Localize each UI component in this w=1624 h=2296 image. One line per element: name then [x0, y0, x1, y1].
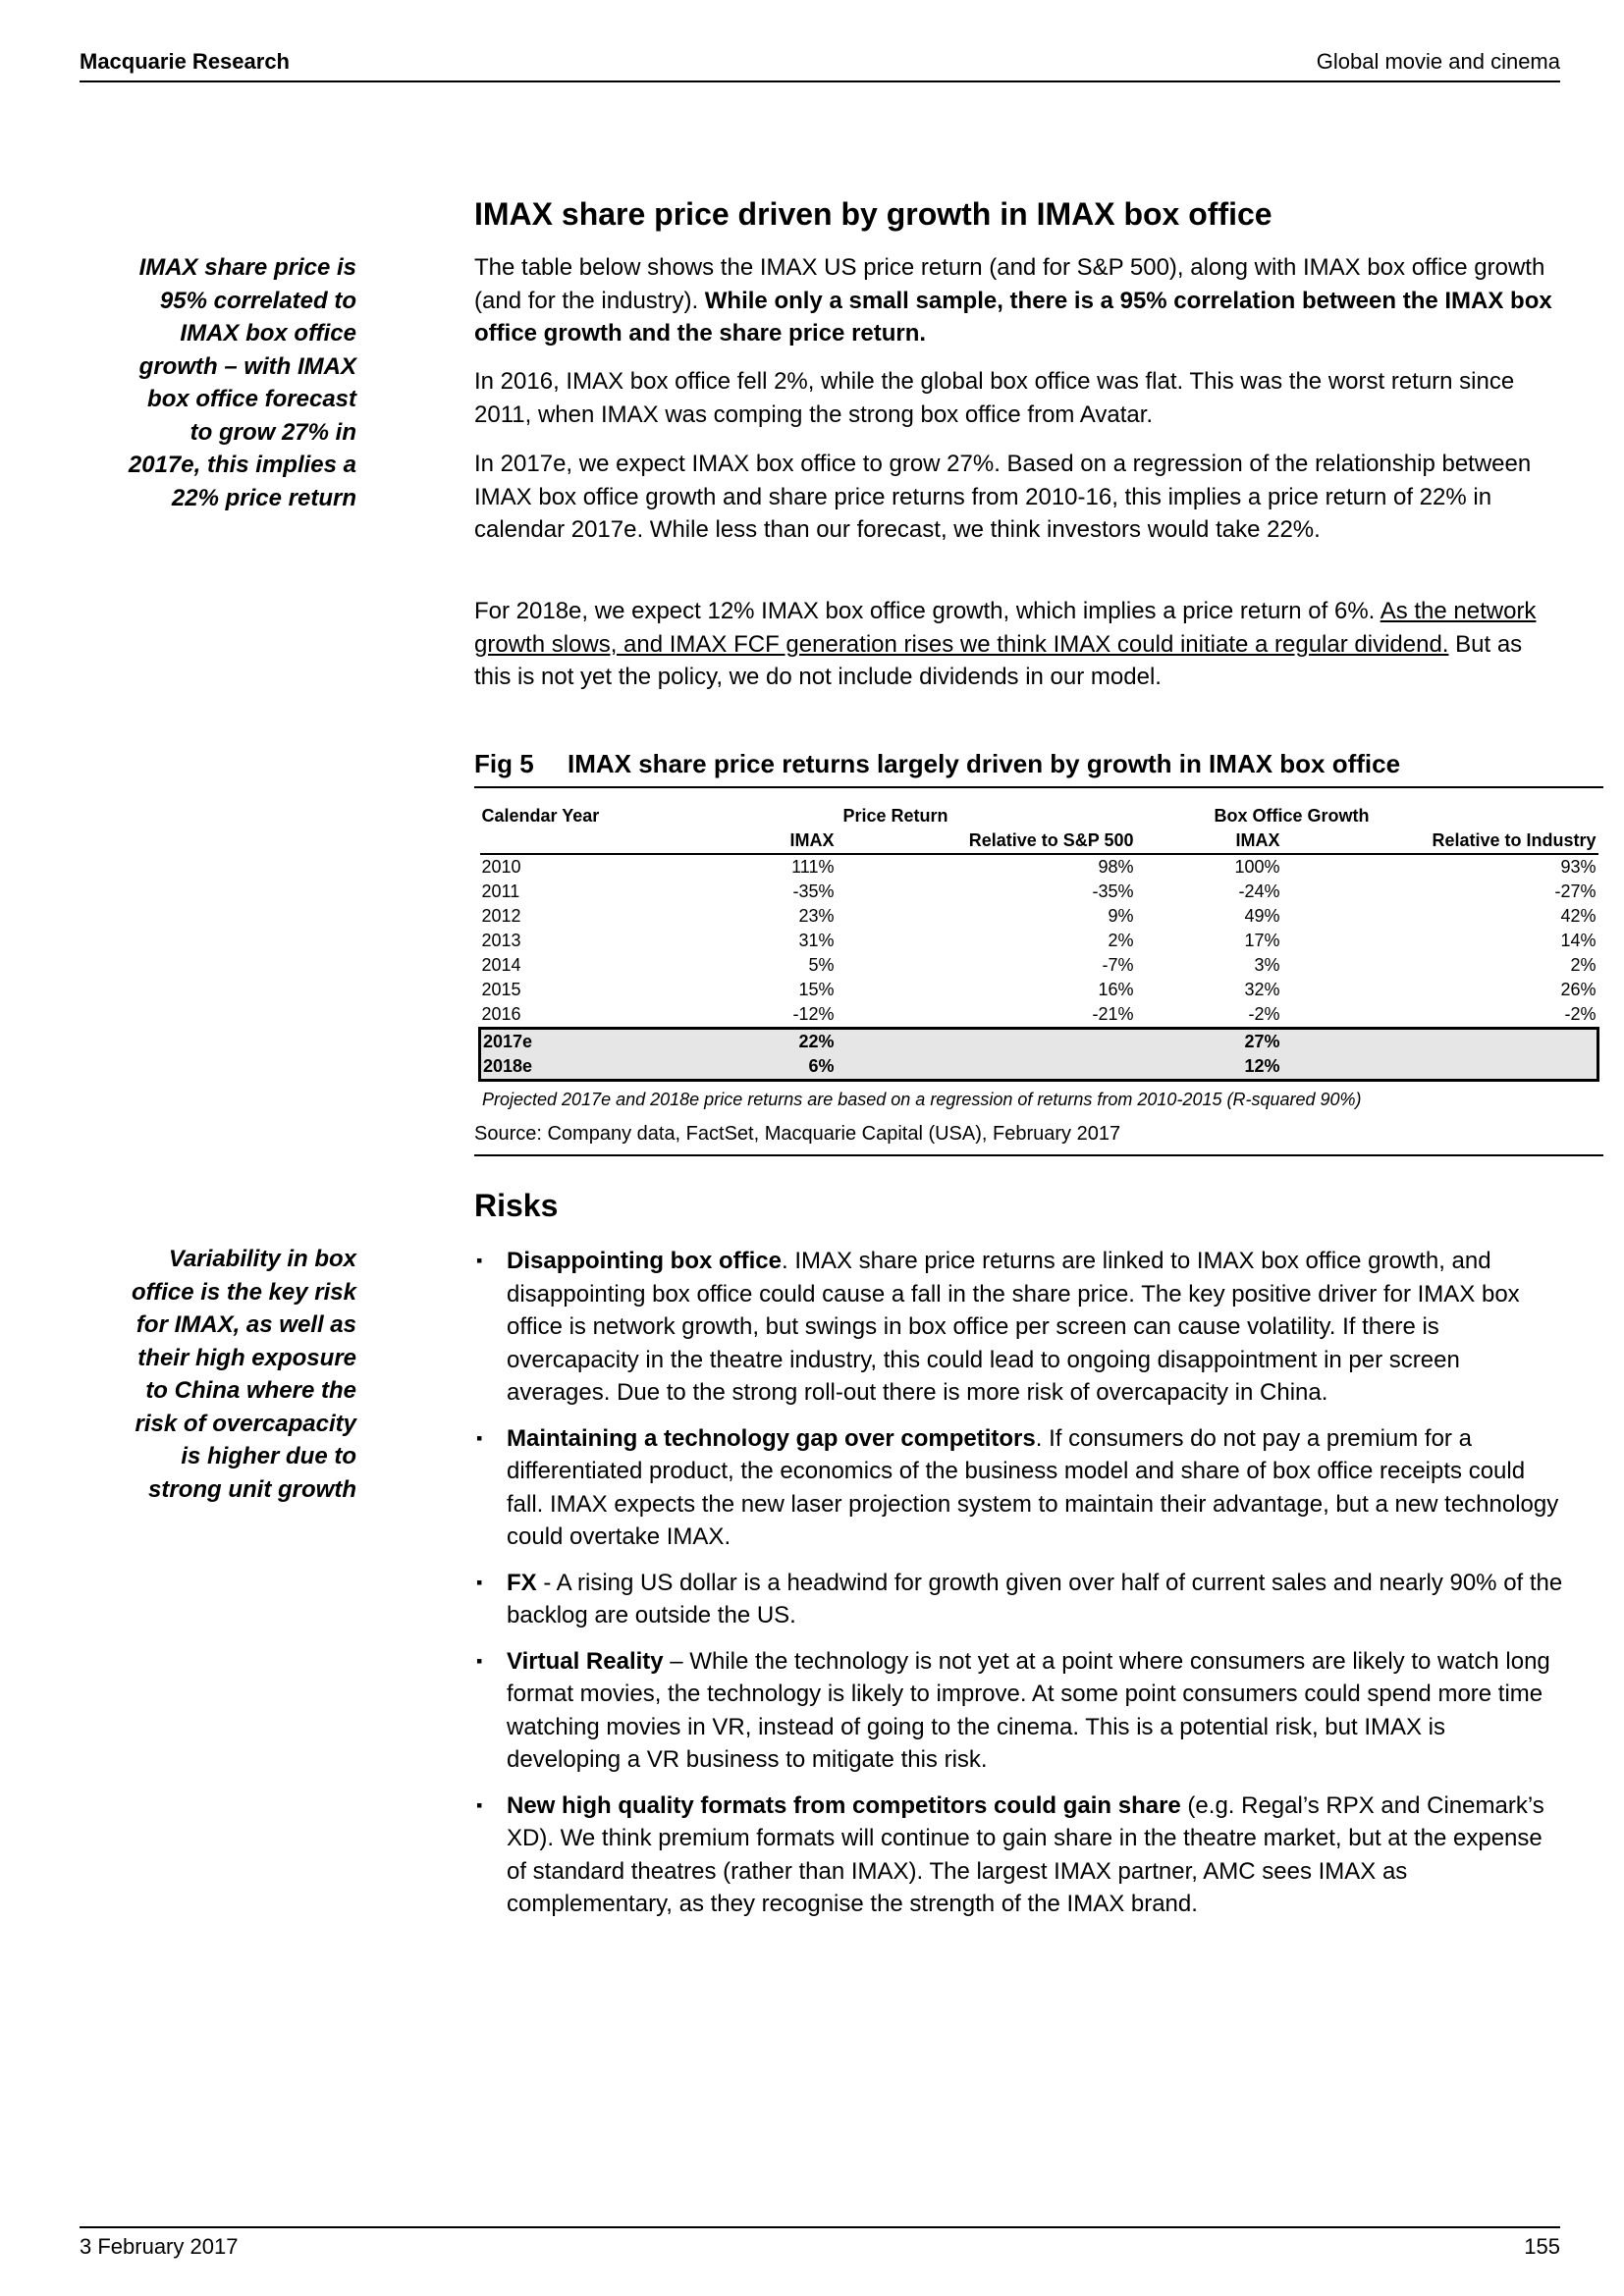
- list-item: [474, 1422, 1564, 1554]
- sidebar-line: to China where the: [145, 1377, 356, 1404]
- sidebar-line: IMAX box office: [180, 320, 356, 347]
- bullet-square-icon: ▪: [476, 1650, 483, 1671]
- cell-empty: [837, 1054, 1136, 1081]
- risk-heading: Virtual Reality: [507, 1647, 664, 1675]
- table-row-estimate: [480, 1029, 1598, 1055]
- header-imax-box-office: IMAX: [1136, 828, 1282, 854]
- sidebar-line: their high exposure: [137, 1344, 356, 1371]
- paragraph-text: The table below shows the IMAX US price return (and for S&P 500), along with IMAX box office growth (and for the industry).: [474, 254, 1545, 314]
- sidebar-line: box office forecast: [147, 386, 356, 412]
- header-relative-sp500: Relative to S&P 500: [837, 828, 1136, 854]
- figure-source: Source: Company data, FactSet, Macquarie Capital (USA), February 2017: [474, 1123, 1121, 1145]
- cell-relative-industry: 2%: [1570, 955, 1597, 975]
- sidebar-line: for IMAX, as well as: [135, 1311, 356, 1338]
- cell-relative-sp500: 9%: [1108, 906, 1134, 926]
- cell-year: 2012: [481, 906, 521, 926]
- figure-bottom-rule: [474, 1154, 1603, 1156]
- paragraph-bold-text: While only a small sample, there is a 95% correlation between the IMAX box office growth and the share price return.: [474, 287, 1552, 347]
- risk-text: . If consumers do not pay a premium for a differentiated product, the economics of the business model and share of box office receipts could fall. IMAX expects the new laser projection system to maintain their advantage, but a new technology could overtake IMAX.: [507, 1424, 1559, 1550]
- cell-relative-industry: -2%: [1564, 1004, 1597, 1024]
- cell-relative-industry: -27%: [1554, 881, 1597, 901]
- section-title-risks: Risks: [474, 1188, 559, 1223]
- cell-empty: [837, 1029, 1136, 1055]
- cell-year: 2014: [481, 955, 521, 975]
- cell-year: 2015: [481, 980, 521, 999]
- cell-relative-sp500: 98%: [1098, 857, 1134, 877]
- header-calendar-year: Calendar Year: [481, 806, 600, 826]
- cell-year: 2016: [481, 1004, 521, 1024]
- cell-relative-sp500: -21%: [1092, 1004, 1134, 1024]
- risk-text: – While the technology is not yet at a point where consumers are likely to watch long format movies, the technology is likely to improve. At some point consumers could spend more time watching movies in VR, instead of going to the cinema. This is a potential risk, but IMAX is developing a VR business to mitigate this risk.: [507, 1647, 1550, 1773]
- paragraph-2016-result: In 2016, IMAX box office fell 2%, while the global box office was flat. This was the worst return since 2011, when IMAX was comping the strong box office from Avatar.: [474, 368, 1515, 428]
- sidebar-line: 22% price return: [171, 484, 356, 511]
- sidebar-line: growth – with IMAX: [138, 352, 356, 380]
- cell-year: 2010: [481, 857, 521, 877]
- cell-relative-sp500: -7%: [1102, 955, 1134, 975]
- cell-imax-box-office: 27%: [1136, 1029, 1282, 1055]
- header-blank: [480, 828, 657, 854]
- cell-imax-box-office: 100%: [1234, 857, 1280, 877]
- cell-relative-sp500: -35%: [1092, 881, 1134, 901]
- figure-top-rule: [474, 786, 1603, 788]
- cell-imax-box-office: -24%: [1238, 881, 1280, 901]
- cell-imax-price-return: -35%: [792, 881, 835, 901]
- sidebar-note-risks: [80, 1243, 356, 1506]
- table-row-estimate: [480, 1054, 1598, 1081]
- table-row: [480, 953, 1598, 978]
- risk-text: . IMAX share price returns are linked to IMAX box office growth, and disappointing box office could cause a fall in the share price. The key positive driver for IMAX box office is network growth, but swings in box office per screen can cause volatility. If there is overcapacity in the theatre industry, this could lead to ongoing disappointment in per screen averages. Due to the strong roll-out there is more risk of overcapacity in China.: [507, 1248, 1520, 1406]
- header-publisher: Macquarie Research: [80, 49, 290, 74]
- bullet-square-icon: ▪: [476, 1251, 483, 1270]
- cell-year: 2017e: [480, 1029, 657, 1055]
- cell-imax-price-return: 111%: [791, 857, 835, 877]
- cell-imax-price-return: -12%: [792, 1004, 835, 1024]
- risks-list: [474, 1245, 1564, 1934]
- table-row: [480, 978, 1598, 1002]
- risk-text: (e.g. Regal’s RPX and Cinemark’s XD). We think premium formats will continue to gain share in the theatre market, but at the expense of standard theatres (rather than IMAX). The largest IMAX partner, AMC sees IMAX as complementary, as they recognise the strength of the IMAX brand.: [507, 1791, 1544, 1917]
- sidebar-line: Variability in box: [168, 1246, 356, 1272]
- list-item: [474, 1789, 1564, 1921]
- figure-number: Fig 5: [474, 749, 534, 778]
- sidebar-note-correlation: [80, 251, 356, 514]
- risk-heading: Maintaining a technology gap over competitors: [507, 1424, 1036, 1452]
- paragraph-text: For 2018e, we expect 12% IMAX box office growth, which implies a price return of 6%.: [474, 598, 1380, 624]
- cell-imax-box-office: 17%: [1244, 931, 1280, 950]
- returns-table: [478, 804, 1597, 1082]
- cell-imax-box-office: 32%: [1244, 980, 1280, 999]
- sidebar-line: to grow 27% in: [189, 418, 356, 446]
- paragraph-2017-forecast: In 2017e, we expect IMAX box office to grow 27%. Based on a regression of the relationship between IMAX box office growth and share price returns from 2010-16, this implies a price return of 22% in calendar 2017e. While less than our forecast, we think investors would take 22%.: [474, 451, 1532, 543]
- table-row: [480, 854, 1598, 880]
- sidebar-line: 95% correlated to: [159, 287, 356, 314]
- page-number: 155: [1524, 2234, 1560, 2259]
- header-divider: [80, 80, 1560, 82]
- table-header-row: [480, 804, 1598, 828]
- cell-relative-industry: 14%: [1560, 931, 1597, 950]
- cell-imax-price-return: 15%: [798, 980, 835, 999]
- cell-imax-price-return: 5%: [808, 955, 835, 975]
- risk-text: - A rising US dollar is a headwind for growth given over half of current sales and nearly 90% of the backlog are outside the US.: [507, 1569, 1563, 1629]
- cell-imax-price-return: 23%: [798, 906, 835, 926]
- cell-relative-industry: 26%: [1560, 980, 1597, 999]
- sidebar-line: strong unit growth: [148, 1475, 356, 1503]
- figure-caption: IMAX share price returns largely driven by growth in IMAX box office: [568, 749, 1401, 778]
- cell-year: 2013: [481, 931, 521, 950]
- cell-imax-box-office: -2%: [1248, 1004, 1280, 1024]
- list-item: [474, 1567, 1564, 1632]
- header-box-office-growth: Box Office Growth: [1214, 806, 1370, 826]
- cell-empty: [1282, 1054, 1598, 1081]
- cell-imax-price-return: 6%: [657, 1054, 837, 1081]
- header-relative-industry: Relative to Industry: [1282, 828, 1598, 854]
- table-subheader-row: [480, 828, 1598, 854]
- cell-year: 2018e: [480, 1054, 657, 1081]
- cell-year: 2011: [481, 881, 520, 901]
- risk-heading: New high quality formats from competitors could gain share: [507, 1791, 1181, 1819]
- sidebar-line: office is the key risk: [131, 1278, 356, 1306]
- section-title-imax-share-price: IMAX share price driven by growth in IMAX box office: [474, 196, 1272, 232]
- sidebar-line: IMAX share price is: [138, 254, 356, 281]
- table-row: [480, 1002, 1598, 1029]
- bullet-square-icon: ▪: [476, 1427, 483, 1448]
- risk-heading: FX: [507, 1569, 537, 1596]
- table-row: [480, 929, 1598, 953]
- paragraph-underlined-text: As the network growth slows, and IMAX FCF generation rises we think IMAX could initiate a regular dividend.: [474, 598, 1537, 658]
- cell-relative-sp500: 16%: [1098, 980, 1134, 999]
- list-item: [474, 1245, 1564, 1410]
- cell-relative-industry: 42%: [1560, 906, 1597, 926]
- bullet-square-icon: ▪: [476, 1572, 483, 1592]
- paragraph-text: But as this is not yet the policy, we do not include dividends in our model.: [474, 630, 1523, 690]
- list-item: [474, 1645, 1564, 1777]
- figure-title: [474, 749, 1562, 779]
- paragraph-table-intro: [474, 251, 1562, 350]
- cell-imax-box-office: 3%: [1254, 955, 1280, 975]
- footer-divider: [80, 2226, 1560, 2228]
- bullet-square-icon: ▪: [476, 1794, 483, 1815]
- cell-relative-sp500: 2%: [1108, 931, 1134, 950]
- header-imax-price: IMAX: [657, 828, 837, 854]
- cell-imax-price-return: 31%: [798, 931, 835, 950]
- cell-relative-industry: 93%: [1560, 857, 1597, 877]
- sidebar-line: 2017e, this implies a: [128, 452, 356, 478]
- header-price-return: Price Return: [842, 806, 948, 826]
- sidebar-line: is higher due to: [181, 1443, 356, 1469]
- table-row: [480, 904, 1598, 929]
- cell-empty: [1282, 1029, 1598, 1055]
- footer-date: 3 February 2017: [80, 2234, 239, 2259]
- sidebar-line: risk of overcapacity: [135, 1410, 356, 1437]
- cell-imax-price-return: 22%: [657, 1029, 837, 1055]
- paragraph-2018-forecast: [474, 595, 1562, 694]
- table-footnote: Projected 2017e and 2018e price returns are based on a regression of returns from 2010-2015 (R-squared 90%): [482, 1090, 1362, 1109]
- table-row: [480, 880, 1598, 904]
- header-report-title: Global movie and cinema: [1316, 49, 1560, 74]
- risk-heading: Disappointing box office: [507, 1248, 782, 1274]
- cell-imax-box-office: 12%: [1136, 1054, 1282, 1081]
- cell-imax-box-office: 49%: [1244, 906, 1280, 926]
